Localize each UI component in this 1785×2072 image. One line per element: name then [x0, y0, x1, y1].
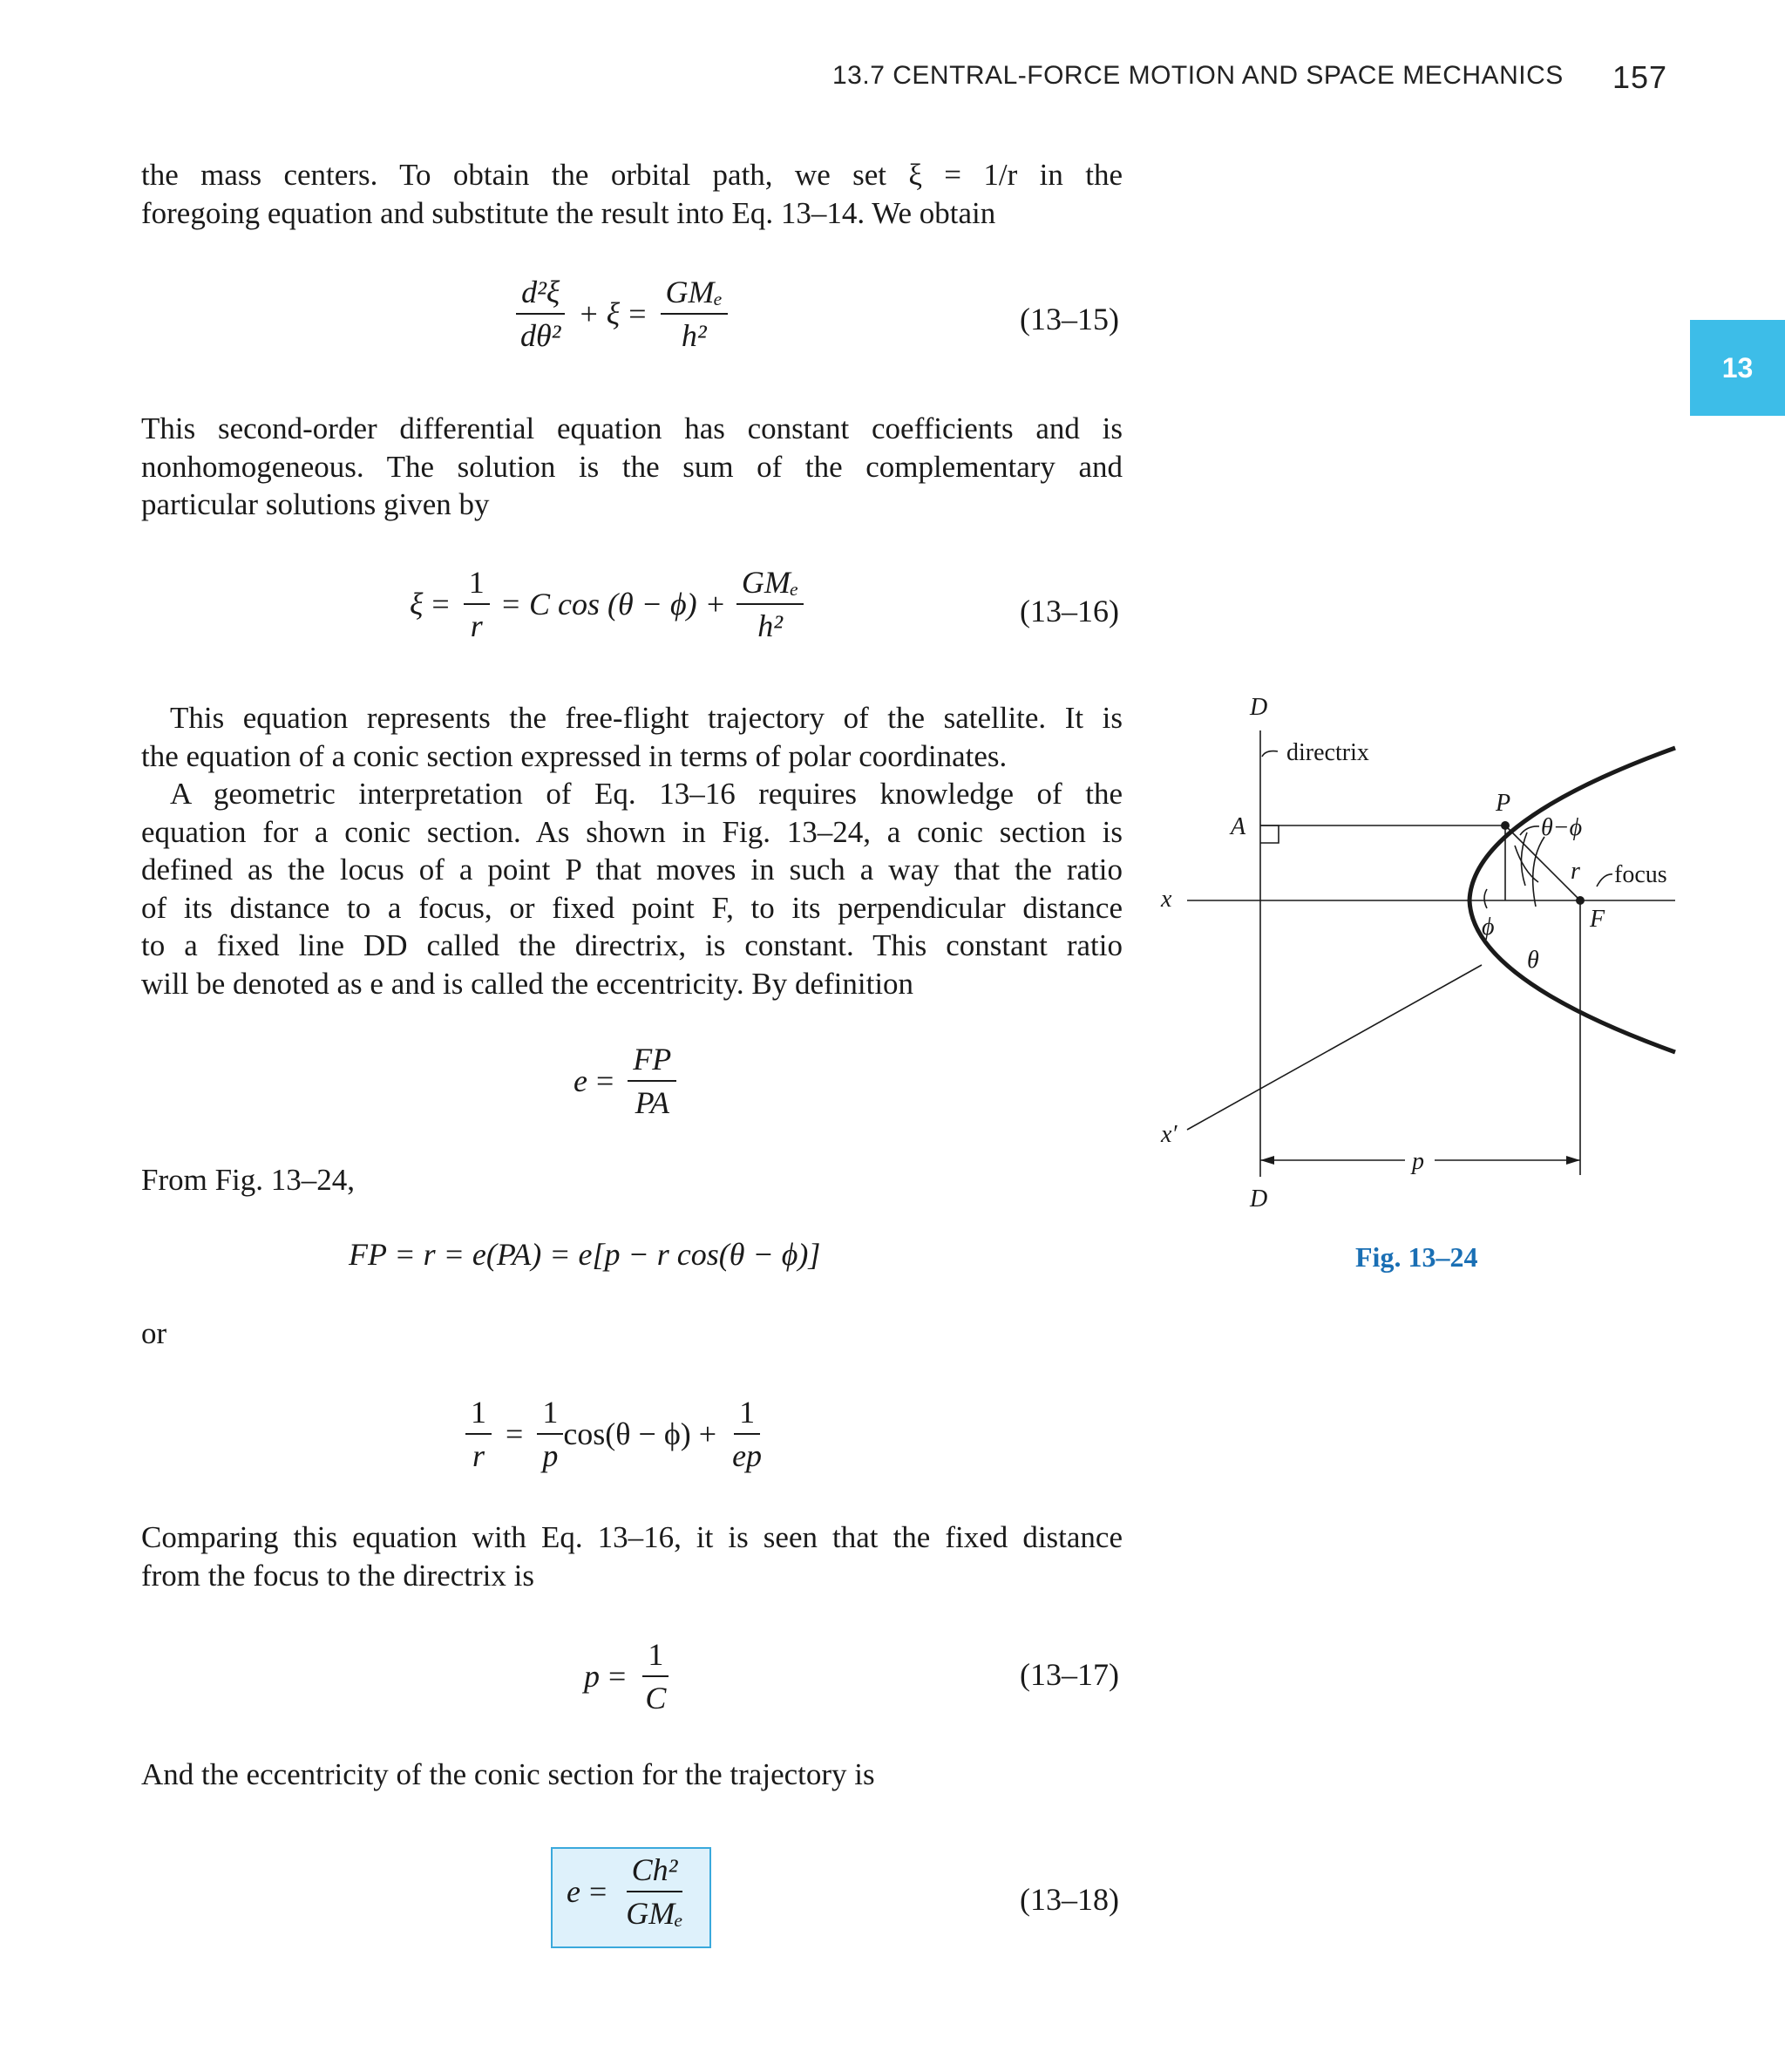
x-prime-line	[1187, 965, 1482, 1130]
denominator: h²	[757, 608, 784, 643]
text-line: This second-order differential equation has constant coefficients and is	[141, 411, 1123, 445]
text-line: or	[141, 1316, 167, 1350]
e-symbol: e	[567, 1874, 580, 1909]
text-line: of its distance to a focus, or fixed point F, to its perpendicular distance	[141, 890, 1123, 925]
right-angle-marker	[1260, 825, 1279, 843]
equals-sign: =	[506, 1416, 524, 1451]
chapter-tab[interactable]: 13	[1690, 320, 1785, 416]
label-phi: ϕ	[1482, 914, 1495, 941]
equation-rhs: = C cos (θ − ϕ) +	[499, 587, 726, 622]
numerator: 1	[642, 1637, 669, 1677]
text-line: to a fixed line DD called the directrix, is constant. This constant ratio	[141, 928, 1123, 962]
theta-phi-leader	[1520, 826, 1539, 835]
label-r: r	[1571, 858, 1580, 885]
equation-number: (13–15)	[1020, 302, 1119, 336]
denominator: ep	[732, 1438, 763, 1473]
label-focus: focus	[1614, 861, 1667, 888]
denominator: r	[472, 1438, 485, 1473]
running-header-section: 13.7 CENTRAL-FORCE MOTION AND SPACE MECHANICS	[832, 61, 1564, 90]
text-line: From Fig. 13–24,	[141, 1163, 356, 1197]
denominator: r	[470, 608, 483, 643]
numerator: 1	[465, 1395, 492, 1435]
text-line: equation for a conic section. As shown in Fig. 13–24, a conic section is	[141, 814, 1123, 849]
point-p	[1501, 821, 1510, 830]
equation-fp: FP = r = e(PA) = e[p − r cos(θ − ϕ)]	[349, 1237, 821, 1272]
equals-sign: =	[628, 296, 647, 331]
xi-symbol: ξ	[410, 587, 424, 622]
equals-sign: =	[588, 1874, 607, 1909]
text-line: the mass centers. To obtain the orbital path, we set ξ = 1/r in the	[141, 158, 1123, 192]
p-symbol: p	[584, 1659, 600, 1694]
text-line: And the eccentricity of the conic section for the trajectory is	[141, 1757, 875, 1791]
label-d-top: D	[1250, 694, 1268, 721]
equation-number: (13–17)	[1020, 1657, 1119, 1692]
focus-leader	[1597, 874, 1612, 887]
denominator: C	[645, 1681, 667, 1715]
label-p-dimension: p	[1412, 1148, 1424, 1175]
numerator: Ch²	[627, 1852, 683, 1892]
equals-sign: =	[595, 1063, 614, 1098]
equals-sign: =	[608, 1659, 627, 1694]
arrow-left-icon	[1260, 1156, 1274, 1165]
numerator: 1	[537, 1395, 563, 1435]
angle-arc-phi	[1484, 889, 1487, 908]
label-theta: θ	[1527, 947, 1539, 974]
numerator: 1	[734, 1395, 760, 1435]
equation-middle: cos(θ − ϕ) +	[563, 1416, 717, 1451]
text-line: from the focus to the directrix is	[141, 1558, 534, 1593]
denominator: p	[542, 1438, 559, 1473]
numerator: d²ξ	[516, 275, 565, 315]
numerator: FP	[628, 1042, 676, 1082]
label-p: P	[1496, 790, 1511, 817]
equation-number: (13–18)	[1020, 1882, 1119, 1917]
e-symbol: e	[574, 1063, 587, 1098]
text-line: A geometric interpretation of Eq. 13–16 requires knowledge of the	[170, 777, 1123, 811]
label-theta-minus-phi: θ−ϕ	[1541, 814, 1583, 841]
angle-arc	[1515, 846, 1538, 882]
text-line: foregoing equation and substitute the result into Eq. 13–14. We obtain	[141, 195, 996, 230]
numerator: GMₑ	[661, 275, 728, 315]
point-f	[1576, 896, 1585, 905]
text-line: This equation represents the free-flight trajectory of the satellite. It is	[170, 701, 1123, 735]
text-line: particular solutions given by	[141, 487, 490, 521]
angle-arc	[1521, 832, 1527, 886]
text-line: defined as the locus of a point P that moves in such a way that the ratio	[141, 853, 1123, 887]
denominator: dθ²	[520, 318, 561, 353]
denominator: PA	[635, 1085, 669, 1120]
label-f: F	[1590, 906, 1605, 933]
denominator: h²	[681, 318, 707, 353]
denominator: GMₑ	[626, 1896, 683, 1931]
equation-number: (13–16)	[1020, 594, 1119, 628]
text-line: will be denoted as e and is called the eccentricity. By definition	[141, 966, 914, 1001]
page-number: 157	[1612, 59, 1668, 95]
numerator: GMₑ	[736, 565, 804, 605]
label-x: x	[1161, 886, 1172, 913]
label-d-bottom: D	[1250, 1185, 1268, 1213]
label-x-prime: x′	[1161, 1121, 1178, 1148]
label-a: A	[1231, 813, 1246, 840]
numerator: 1	[464, 565, 490, 605]
equation-13-16: ξ = $\frac{1}{r}$ = C cos (θ − ϕ) + $\frac{\text{GMₑ}}{\text{h²}}$	[410, 565, 809, 643]
directrix-leader	[1262, 751, 1278, 757]
figure-caption: Fig. 13–24	[1355, 1241, 1478, 1273]
text-line: nonhomogeneous. The solution is the sum of the complementary and	[141, 449, 1123, 484]
angle-arc-theta	[1533, 837, 1544, 907]
plus-sign: +	[580, 296, 598, 331]
arrow-right-icon	[1566, 1156, 1580, 1165]
label-directrix: directrix	[1286, 739, 1369, 766]
text-line: Comparing this equation with Eq. 13–16, it is seen that the fixed distance	[141, 1520, 1123, 1554]
xi-symbol: ξ	[606, 296, 621, 331]
text-line: the equation of a conic section expressed in terms of polar coordinates.	[141, 738, 1008, 773]
